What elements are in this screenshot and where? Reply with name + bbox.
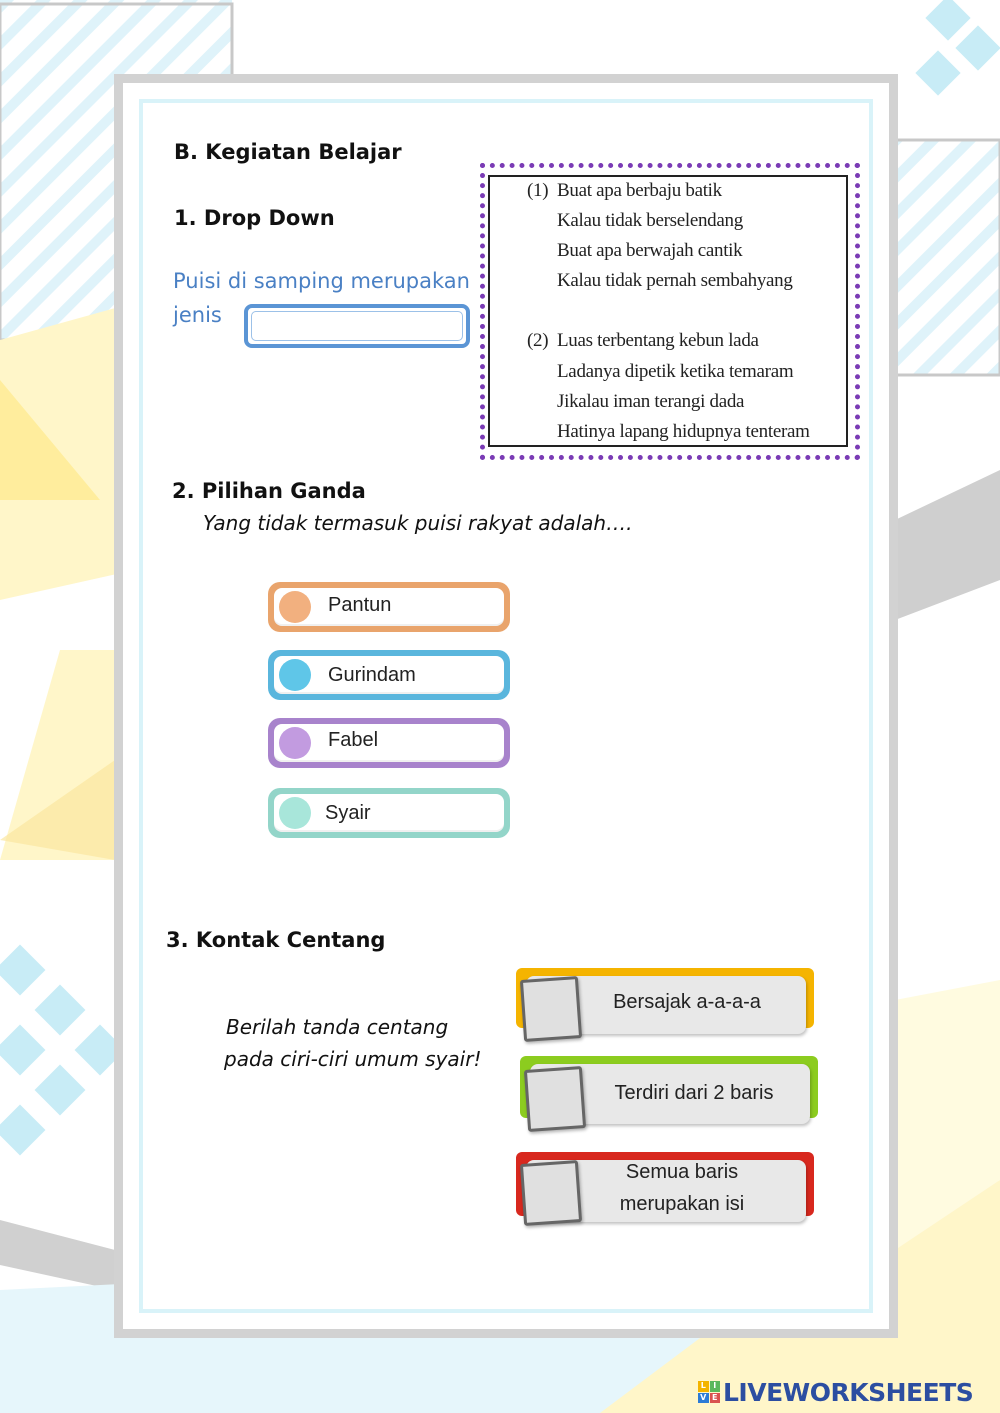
checkbox-instruction-line2: pada ciri-ciri umum syair! [224,1047,482,1071]
stanza2-line: Jikalau iman terangi dada [557,391,745,412]
option-gurindam[interactable] [268,650,510,700]
option-radio-dot [279,591,311,623]
checkbox-instruction-line1: Berilah tanda centang [226,1015,449,1039]
checkbox-label-line2: merupakan isi [619,1193,745,1215]
multiple-choice-heading: 2. Pilihan Ganda [172,479,366,503]
stanza1-line: Buat apa berbaju batik [557,180,722,201]
option-label: Pantun [328,594,392,616]
option-radio-dot [279,659,311,691]
checkbox-square[interactable] [520,1160,582,1226]
checkbox-label: Terdiri dari 2 baris [614,1082,774,1104]
checkbox-label: Bersajak a-a-a-a [613,991,761,1013]
checkbox-square[interactable] [520,976,582,1042]
liveworksheets-wordmark: LIVEWORKSHEETS [723,1377,974,1407]
stanza1-line: Kalau tidak pernah sembahyang [557,270,793,291]
checkbox-label-line1: Semua baris [625,1161,739,1183]
option-syair[interactable] [268,788,510,838]
stanza1-line: Buat apa berwajah cantik [557,240,743,261]
option-label: Gurindam [328,664,416,686]
liveworksheets-logo-icon: L I V E [698,1381,720,1403]
answer-dropdown[interactable] [244,304,470,348]
drop-down-prompt-line2: jenis [173,303,222,327]
multiple-choice-question: Yang tidak termasuk puisi rakyat adalah…. [203,511,633,535]
section-title: B. Kegiatan Belajar [174,140,402,164]
checkbox-item-semua-baris[interactable] [516,1152,814,1232]
checkbox-square[interactable] [524,1066,586,1132]
stanza1-line: Kalau tidak berselendang [557,210,743,231]
option-label: Syair [325,802,371,824]
checkbox-item-terdiri[interactable] [520,1056,818,1132]
checkbox-item-bersajak[interactable] [516,968,814,1040]
stanza2-line: Luas terbentang kebun lada [557,330,759,351]
stanza2-line: Ladanya dipetik ketika temaram [557,361,794,382]
stanza2-line: Hatinya lapang hidupnya tenteram [557,421,810,442]
drop-down-prompt-line1: Puisi di samping merupakan [173,269,470,293]
checkbox-heading: 3. Kontak Centang [166,928,386,952]
option-label: Fabel [328,729,379,751]
drop-down-heading: 1. Drop Down [174,206,335,230]
stanza2-number: (2) [527,330,549,351]
liveworksheets-brand [698,1376,973,1408]
option-fabel[interactable] [268,718,510,768]
option-radio-dot [279,797,311,829]
option-radio-dot [279,727,311,759]
stanza1-number: (1) [527,180,549,201]
option-pantun[interactable] [268,582,510,632]
